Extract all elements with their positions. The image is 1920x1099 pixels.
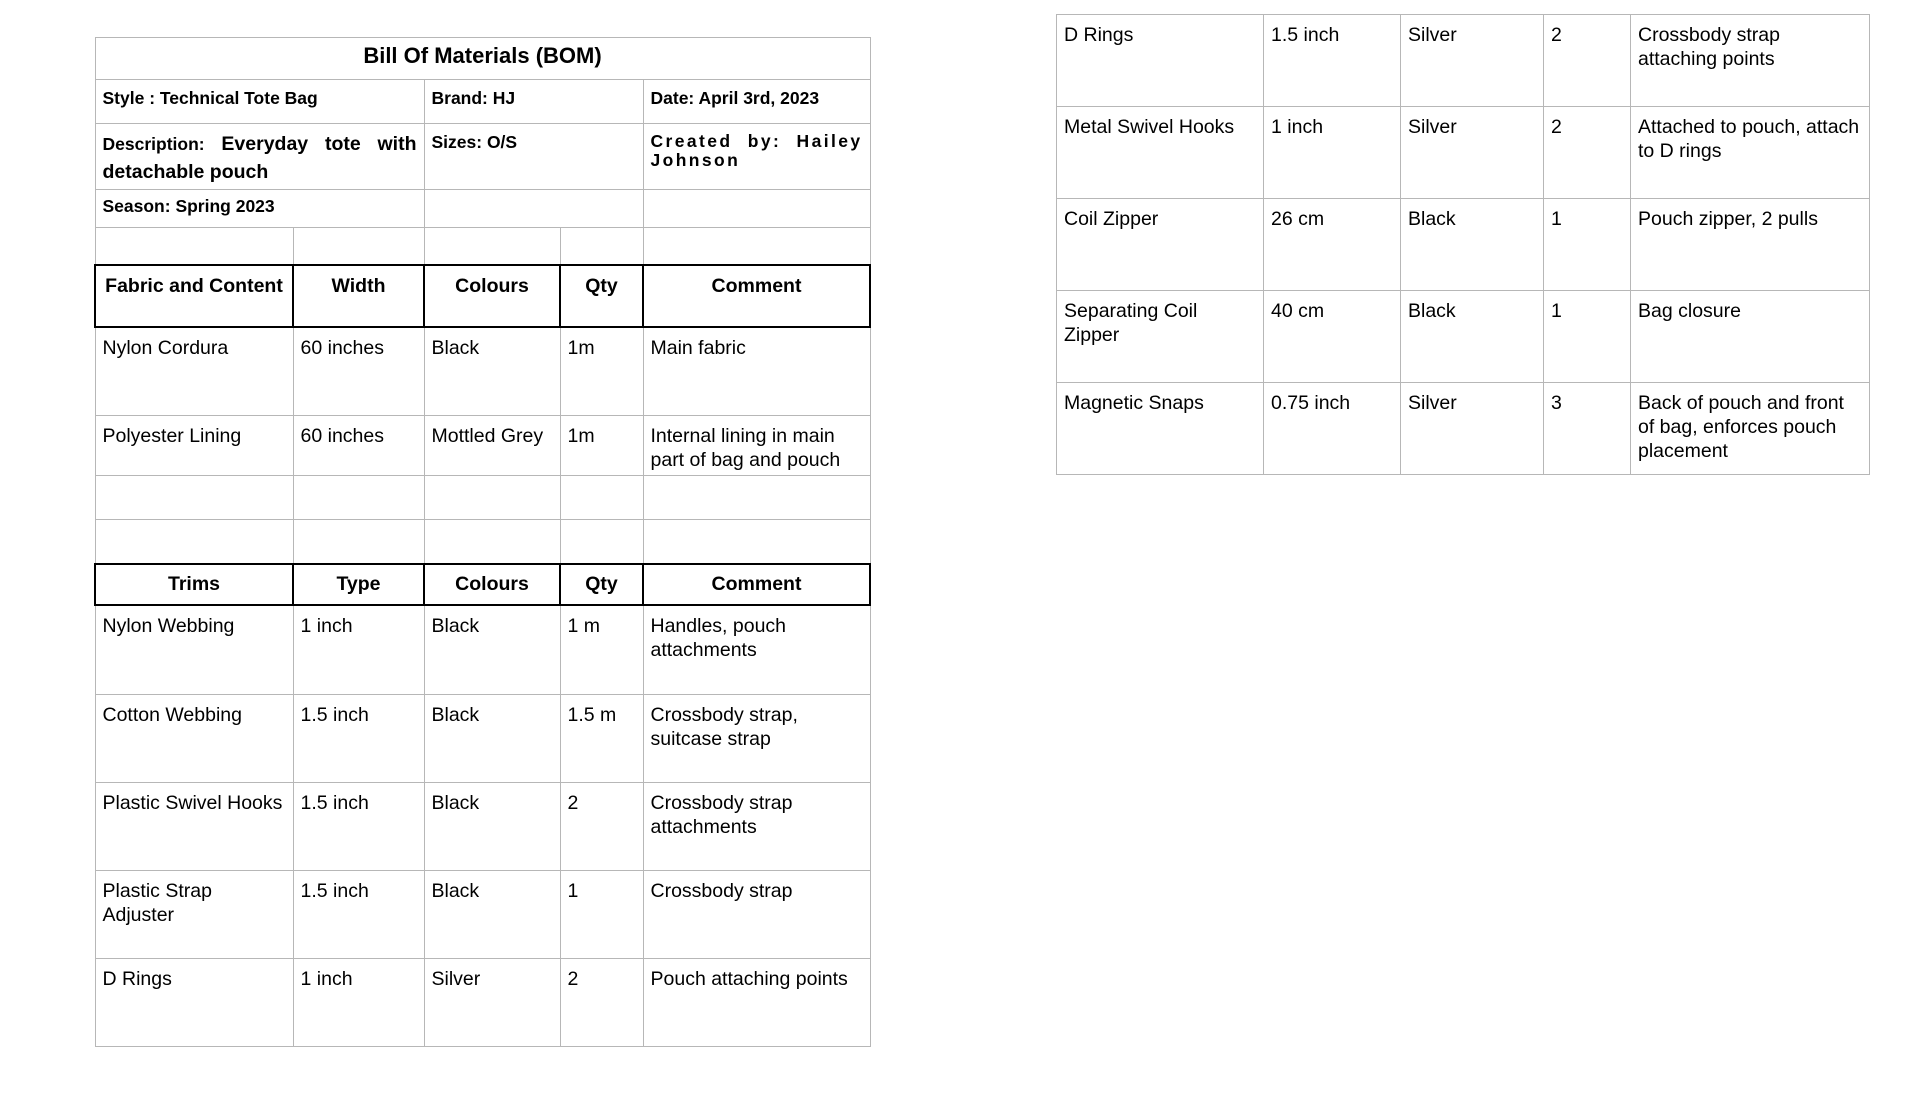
document-title-cell[interactable] [95,38,870,80]
empty-cell[interactable] [424,228,560,265]
info-row-1 [95,80,870,124]
empty-cell[interactable] [293,520,424,564]
table-row [95,959,870,1047]
empty-cell[interactable] [643,520,870,564]
table-cell[interactable]: Separating Coil Zipper [1057,291,1264,383]
table-cell[interactable]: 1m [560,327,643,416]
brand-cell[interactable] [424,80,643,124]
table-cell[interactable]: Main fabric [643,327,870,416]
table-cell[interactable]: Nylon Webbing [95,605,293,695]
table-cell[interactable]: Silver [424,959,560,1047]
empty-cell[interactable] [643,228,870,265]
table-row [95,327,870,416]
table-cell[interactable]: Polyester Lining [95,416,293,476]
table-cell[interactable]: Magnetic Snaps [1057,383,1264,475]
sizes-field: Sizes: O/S [431,132,518,152]
table-row [95,695,870,783]
table-row [95,605,870,695]
empty-cell[interactable] [424,520,560,564]
table-cell[interactable]: Silver [1401,107,1544,199]
table-cell[interactable]: Black [424,695,560,783]
trims-header-row [95,564,870,605]
table-cell[interactable]: Attached to pouch, attach to D rings [1631,107,1870,199]
style-cell[interactable] [95,80,424,124]
table-cell[interactable]: 2 [560,959,643,1047]
created-by-cell[interactable] [643,124,870,190]
table-cell[interactable]: Coil Zipper [1057,199,1264,291]
table-cell[interactable]: Bag closure [1631,291,1870,383]
table-row [1057,107,1870,199]
table-row [1057,383,1870,475]
description-value: Everyday tote with detachable pouch [102,133,417,183]
document-title: Bill Of Materials (BOM) [363,43,602,68]
column-header[interactable]: Fabric and Content [95,265,293,327]
date-cell[interactable] [643,80,870,124]
empty-cell[interactable] [643,190,870,228]
empty-row [95,476,870,520]
column-header[interactable]: Trims [95,564,293,605]
spacer-row [95,228,870,265]
empty-cell[interactable] [424,190,643,228]
bom-table [94,37,871,1047]
table-cell[interactable]: 1 m [560,605,643,695]
table-cell[interactable]: Back of pouch and front of bag, enforces pouch placement [1631,383,1870,475]
column-header[interactable]: Comment [643,265,870,327]
table-cell[interactable]: D Rings [1057,15,1264,107]
table-cell[interactable]: 1.5 inch [1264,15,1401,107]
table-cell[interactable]: Cotton Webbing [95,695,293,783]
column-header[interactable]: Comment [643,564,870,605]
table-cell[interactable]: 1 [1544,199,1631,291]
table-cell[interactable]: Silver [1401,15,1544,107]
empty-cell[interactable] [560,228,643,265]
date-field: Date: April 3rd, 2023 [650,88,820,108]
table-cell[interactable]: 3 [1544,383,1631,475]
fabric-header-row [95,265,870,327]
info-row-2 [95,124,870,190]
table-cell[interactable]: Handles, pouch attachments [643,605,870,695]
empty-cell[interactable] [560,476,643,520]
table-row [95,871,870,959]
table-row [1057,199,1870,291]
table-cell[interactable]: Black [424,327,560,416]
info-row-3 [95,190,870,228]
empty-cell[interactable] [95,476,293,520]
bom-table-continued [1056,14,1870,475]
table-cell[interactable]: 0.75 inch [1264,383,1401,475]
column-header[interactable]: Qty [560,564,643,605]
table-cell[interactable]: 60 inches [293,416,424,476]
table-cell[interactable]: 1 inch [1264,107,1401,199]
description-label: Description: [102,134,205,154]
table-cell[interactable]: 2 [560,783,643,871]
column-header[interactable]: Colours [424,265,560,327]
table-cell[interactable]: Crossbody strap [643,871,870,959]
table-cell[interactable]: Mottled Grey [424,416,560,476]
empty-cell[interactable] [293,476,424,520]
table-cell[interactable]: Black [1401,199,1544,291]
table-cell[interactable]: 26 cm [1264,199,1401,291]
description-field [96,124,424,186]
table-cell[interactable]: Plastic Strap Adjuster [95,871,293,959]
table-cell[interactable]: Pouch attaching points [643,959,870,1047]
table-cell[interactable]: Pouch zipper, 2 pulls [1631,199,1870,291]
table-cell[interactable]: Black [424,783,560,871]
table-cell[interactable]: 1 inch [293,605,424,695]
table-cell[interactable]: Crossbody strap attaching points [1631,15,1870,107]
table-cell[interactable]: 1.5 m [560,695,643,783]
table-cell[interactable]: Crossbody strap attachments [643,783,870,871]
table-cell[interactable]: 1 [560,871,643,959]
description-cell[interactable] [95,124,424,190]
table-cell[interactable]: Black [424,605,560,695]
table-cell[interactable]: 2 [1544,15,1631,107]
column-header[interactable]: Qty [560,265,643,327]
empty-cell[interactable] [643,476,870,520]
table-cell[interactable]: Metal Swivel Hooks [1057,107,1264,199]
table-cell[interactable]: 2 [1544,107,1631,199]
table-cell[interactable]: 1 inch [293,959,424,1047]
table-cell[interactable]: 1m [560,416,643,476]
column-header[interactable]: Colours [424,564,560,605]
table-cell[interactable]: 1.5 inch [293,783,424,871]
table-cell[interactable]: 60 inches [293,327,424,416]
column-header[interactable]: Type [293,564,424,605]
table-cell[interactable]: Silver [1401,383,1544,475]
table-cell[interactable]: 1 [1544,291,1631,383]
title-row [95,38,870,80]
created-by-field: Created by: Hailey Johnson [650,131,863,170]
empty-cell[interactable] [95,520,293,564]
table-row [95,416,870,476]
table-cell[interactable]: Plastic Swivel Hooks [95,783,293,871]
table-cell[interactable]: Internal lining in main part of bag and pouch [643,416,870,476]
table-row [1057,15,1870,107]
column-header[interactable]: Width [293,265,424,327]
table-row [1057,291,1870,383]
season-cell[interactable] [95,190,424,228]
table-cell[interactable]: 40 cm [1264,291,1401,383]
table-cell[interactable]: 1.5 inch [293,871,424,959]
table-cell[interactable]: Nylon Cordura [95,327,293,416]
table-cell[interactable]: 1.5 inch [293,695,424,783]
season-field: Season: Spring 2023 [102,196,275,216]
table-cell[interactable]: Crossbody strap, suitcase strap [643,695,870,783]
table-cell[interactable]: Black [1401,291,1544,383]
empty-cell[interactable] [293,228,424,265]
empty-row [95,520,870,564]
empty-cell[interactable] [95,228,293,265]
sizes-cell[interactable] [424,124,643,190]
table-cell[interactable]: Black [424,871,560,959]
table-cell[interactable]: D Rings [95,959,293,1047]
empty-cell[interactable] [560,520,643,564]
empty-cell[interactable] [424,476,560,520]
table-row [95,783,870,871]
brand-field: Brand: HJ [431,88,516,108]
style-field: Style : Technical Tote Bag [102,88,318,108]
